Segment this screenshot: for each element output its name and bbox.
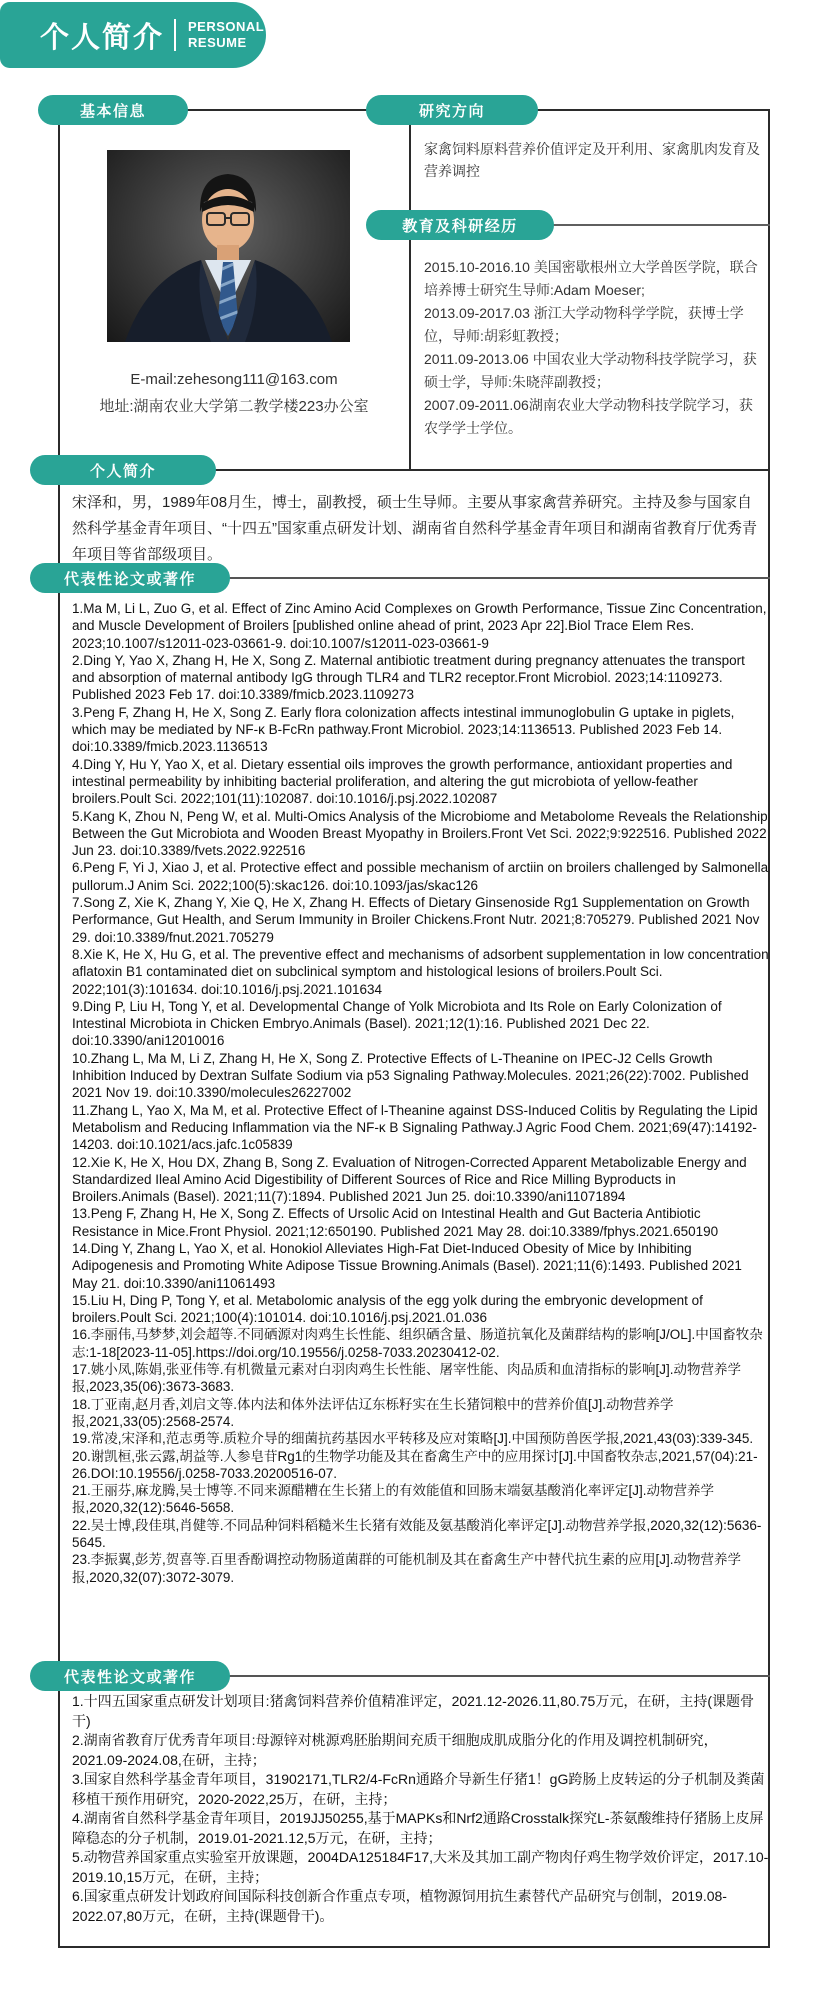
publication-item: 11.Zhang L, Yao X, Ma M, et al. Protective Effect of l-Theanine against DSS-Induced Colitis by Regulating the Lipid Metabolism and Reducing Inflammation via the NF-κ B Signaling Pathway.J Agric Food Chem. 2021;69(47):14192-14203. doi:10.1021/acs.jafc.1c05839	[72, 1102, 758, 1153]
section-badge-education: 教育及科研经历	[366, 210, 554, 240]
section-badge-basic-info: 基本信息	[38, 95, 188, 125]
contact-block	[60, 366, 408, 420]
education-line: 2007.09-2011.06湖南农业大学动物科技学院学习，获农学学士学位。	[424, 397, 753, 436]
education-line: 2013.09-2017.03 浙江大学动物科学学院，获博士学位，导师:胡彩虹教授；	[424, 305, 744, 344]
portrait-illustration	[107, 150, 350, 342]
publication-item: 10.Zhang L, Ma M, Li Z, Zhang H, He X, Song Z. Protective Effects of L-Theanine on IPEC-J2 Cells Growth Inhibition Induced by Dextran Sulfate Sodium via p53 Signaling Pathway.Molecules. 2021;26(22):7002. Published 2021 Nov 19. doi:10.3390/molecules26227002	[72, 1050, 749, 1101]
publication-item: 3.Peng F, Zhang H, He X, Song Z. Early flora colonization affects intestinal immunoglobulin G uptake in piglets, which may be mediated by NF-κ B-FcRn pathway.Front Microbiol. 2023;14:1136513. Published 2023 Feb 14. doi:10.3389/fmicb.2023.1136513	[72, 704, 735, 755]
publication-item: 12.Xie K, He X, Hou DX, Zhang B, Song Z. Evaluation of Nitrogen-Corrected Apparent Metabolizable Energy and Standardized Ileal Amino Acid Digestibility of Different Sources of Rice and Rice Milling Byproducts in Broilers.Animals (Basel). 2021;11(7):1894. Published 2021 Jun 25. doi:10.3390/ani11071894	[72, 1154, 747, 1205]
section-badge-publications: 代表性论文或著作	[30, 563, 230, 593]
section-rule-publications	[226, 577, 770, 579]
project-item: 2.湖南省教育厅优秀青年项目:母源锌对桃源鸡胚胎期间充质干细胞成肌成脂分化的作用及调控机制研究，2021.09-2024.08,在研，主持；	[72, 1732, 718, 1768]
project-item: 3.国家自然科学基金青年项目，31902171,TLR2/4-FcRn通路介导新生仔猪1！gG跨肠上皮转运的分子机制及粪菌移植干预作用研究，2020-2022,25万，在研，主持；	[72, 1771, 765, 1807]
education-history-list	[424, 256, 766, 440]
publication-item: 19.常凌,宋泽和,范志勇等.质粒介导的细菌抗药基因水平转移及应对策略[J].中国预防兽医学报,2021,43(03):339-345.	[72, 1431, 754, 1447]
publication-item: 17.姚小凤,陈娟,张亚伟等.有机微量元素对白羽肉鸡生长性能、屠宰性能、肉品质和血清指标的影响[J].动物营养学报,2023,35(06):3673-3683.	[72, 1362, 742, 1395]
project-item: 1.十四五国家重点研发计划项目:猪禽饲料营养价值精准评定，2021.12-2026.11,80.75万元，在研，主持(课题骨干)	[72, 1693, 754, 1729]
publication-item: 13.Peng F, Zhang H, He X, Song Z. Effects of Ursolic Acid on Intestinal Health and Gut Bacteria Antibiotic Resistance in Mice.Front Physiol. 2021;12:650190. Published 2021 May 28. doi:10.3389/fphys.2021.650190	[72, 1206, 719, 1239]
publication-item: 2.Ding Y, Yao X, Zhang H, He X, Song Z. Maternal antibiotic treatment during pregnancy attenuates the transport and absorption of maternal antibody IgG through TLR4 and TLR2 receptor.Front Microbiol. 2023;14:1109273. Published 2023 Feb 17. doi:10.3389/fmicb.2023.1109273	[72, 652, 745, 703]
page-title: 个人简介	[40, 21, 165, 54]
education-line: 2015.10-2016.10 美国密歇根州立大学兽医学院，联合培养博士研究生导师:Adam Moeser;	[424, 259, 758, 298]
publication-item: 14.Ding Y, Zhang L, Yao X, et al. Honokiol Alleviates High-Fat Diet-Induced Obesity of Mice by Inhibiting Adipogenesis and Promoting White Adipose Tissue Browning.Animals (Basel). 2021;11(6):1493. Published 2021 May 21. doi:10.3390/ani11061493	[72, 1240, 742, 1291]
publication-item: 1.Ma M, Li L, Zuo G, et al. Effect of Zinc Amino Acid Complexes on Growth Performance, Tissue Zinc Concentration, and Muscle Development of Broilers [published online ahead of print, 2023 Apr 22].Biol Trace Elem Res. 2023;10.1007/s12011-023-03661-9. doi:10.1007/s12011-023-03661-9	[72, 601, 767, 651]
section-rule-projects	[226, 1675, 770, 1677]
publication-item: 5.Kang K, Zhou N, Peng W, et al. Multi-Omics Analysis of the Microbiome and Metabolome Reveals the Relationship Between the Gut Microbiota and Wooden Breast Myopathy in Broilers.Front Vet Sci. 2022;9:922516. Published 2022 Jun 23. doi:10.3389/fvets.2022.922516	[72, 808, 768, 859]
publication-item: 6.Peng F, Yi J, Xiao J, et al. Protective effect and possible mechanism of arctiin on broilers challenged by Salmonella pullorum.J Anim Sci. 2022;100(5):skac126. doi:10.1093/jas/skac126	[72, 860, 769, 893]
portrait-photo	[107, 150, 350, 342]
publication-item: 23.李振翼,彭芳,贺喜等.百里香酚调控动物肠道菌群的可能机制及其在畜禽生产中替代抗生素的应用[J].动物营养学报,2020,32(07):3072-3079.	[72, 1552, 742, 1585]
research-direction-text: 家禽饲料原料营养价值评定及开利用、家禽肌肉发育及营养调控	[424, 141, 760, 179]
page-title-banner	[0, 2, 266, 68]
email-text: E-mail:zehesong111@163.com	[130, 371, 338, 388]
project-item: 6.国家重点研发计划政府间国际科技创新合作重点专项，植物源饲用抗生素替代产品研究与创制，2019.08-2022.07,80万元，在研，主持(课题骨干)。	[72, 1888, 727, 1924]
projects-list	[72, 1692, 770, 1944]
column-divider-line	[409, 110, 411, 470]
page-title-en-line2: RESUME	[188, 35, 247, 50]
section-badge-profile: 个人简介	[30, 455, 216, 485]
section-rule-education	[550, 224, 770, 226]
section-badge-projects: 代表性论文或著作	[30, 1661, 230, 1691]
publication-item: 15.Liu H, Ding P, Tong Y, et al. Metabolomic analysis of the egg yolk during the embryonic development of broilers.Poult Sci. 2021;100(4):101014. doi:10.1016/j.psj.2021.01.036	[72, 1292, 703, 1326]
project-item: 5.动物营养国家重点实验室开放课题，2004DA125184F17,大米及其加工副产物肉仔鸡生物学效价评定，2017.10-2019.10,15万元，在研，主持；	[72, 1849, 769, 1885]
education-line: 2011.09-2013.06 中国农业大学动物科技学院学习，获硕士学，导师:朱晓萍副教授；	[424, 351, 757, 390]
section-rule-profile	[214, 469, 770, 471]
publications-list	[72, 600, 770, 1658]
publication-item: 21.王丽芬,麻龙腾,吴士博等.不同来源醋糟在生长猪上的有效能值和回肠末端氨基酸消化率评定[J].动物营养学报,2020,32(12):5646-5658.	[72, 1483, 715, 1516]
publication-item: 22.吴士博,段佳琪,肖健等.不同品种饲料稻糙米生长猪有效能及氨基酸消化率评定[J].动物营养学报,2020,32(12):5636-5645.	[72, 1517, 762, 1551]
publication-item: 16.李丽伟,马梦梦,刘会超等.不同硒源对肉鸡生长性能、组织硒含量、肠道抗氧化及菌群结构的影响[J/OL].中国畜牧杂志:1-18[2023-11-05].https://doi.org/10.19556/j.0258-7033.20230412-02.	[72, 1327, 763, 1360]
publication-item: 18.丁亚南,赵月香,刘启文等.体内法和体外法评估辽东栎籽实在生长猪饲粮中的营养价值[J].动物营养学报,2021,33(05):2568-2574.	[72, 1396, 674, 1429]
profile-paragraph: 宋泽和，男，1989年08月生，博士，副教授，硕士生导师。主要从事家禽营养研究。主持及参与国家自然科学基金青年项目、“十四五”国家重点研发计划、湖南省自然科学基金青年项目和湖南省教育厅优秀青年项目等省部级项目。	[72, 494, 757, 563]
publication-item: 9.Ding P, Liu H, Tong Y, et al. Developmental Change of Yolk Microbiota and Its Role on Early Colonization of Intestinal Microbiota in Chicken Embryo.Animals (Basel). 2021;12(1):16. Published 2021 Dec 22. doi:10.3390/ani12010016	[72, 998, 722, 1049]
publication-item: 4.Ding Y, Hu Y, Yao X, et al. Dietary essential oils improves the growth performance, antioxidant properties and intestinal permeability by inhibiting bacterial proliferation, and altering the gut microbiota of yellow-feather broilers.Poult Sci. 2022;101(11):102087. doi:10.1016/j.psj.2022.102087	[72, 756, 733, 807]
banner-divider	[174, 19, 176, 51]
address-text: 地址:湖南农业大学第二教学楼223办公室	[99, 398, 369, 415]
section-badge-research-direction: 研究方向	[366, 95, 538, 125]
publication-item: 20.谢凯桓,张云露,胡益等.人参皂苷Rg1的生物学功能及其在畜禽生产中的应用探讨[J].中国畜牧杂志,2021,57(04):21-26.DOI:10.19556/j.0258-7033.20200516-07.	[72, 1448, 758, 1481]
page-title-en-line1: PERSONAL	[188, 19, 265, 34]
publication-item: 7.Song Z, Xie K, Zhang Y, Xie Q, He X, Zhang H. Effects of Dietary Ginsenoside Rg1 Supplementation on Growth Performance, Gut Health, and Serum Immunity in Broiler Chickens.Front Nutr. 2021;8:705279. Published 2021 Nov 29. doi:10.3389/fnut.2021.705279	[72, 895, 760, 945]
page-title-english	[188, 19, 264, 51]
project-item: 4.湖南省自然科学基金青年项目，2019JJ50255,基于MAPKs和Nrf2通路Crosstalk探究L-茶氨酸维持仔猪肠上皮屏障稳态的分子机制，2019.01-2021.12,5万元，在研，主持；	[72, 1810, 764, 1846]
publication-item: 8.Xie K, He X, Hu G, et al. The preventive effect and mechanisms of adsorbent supplementation in low concentration aflatoxin B1 contaminated diet on subclinical symptom and histological lesions of broilers.Poult Sci. 2022;101(3):101634. doi:10.1016/j.psj.2021.101634	[72, 946, 769, 997]
